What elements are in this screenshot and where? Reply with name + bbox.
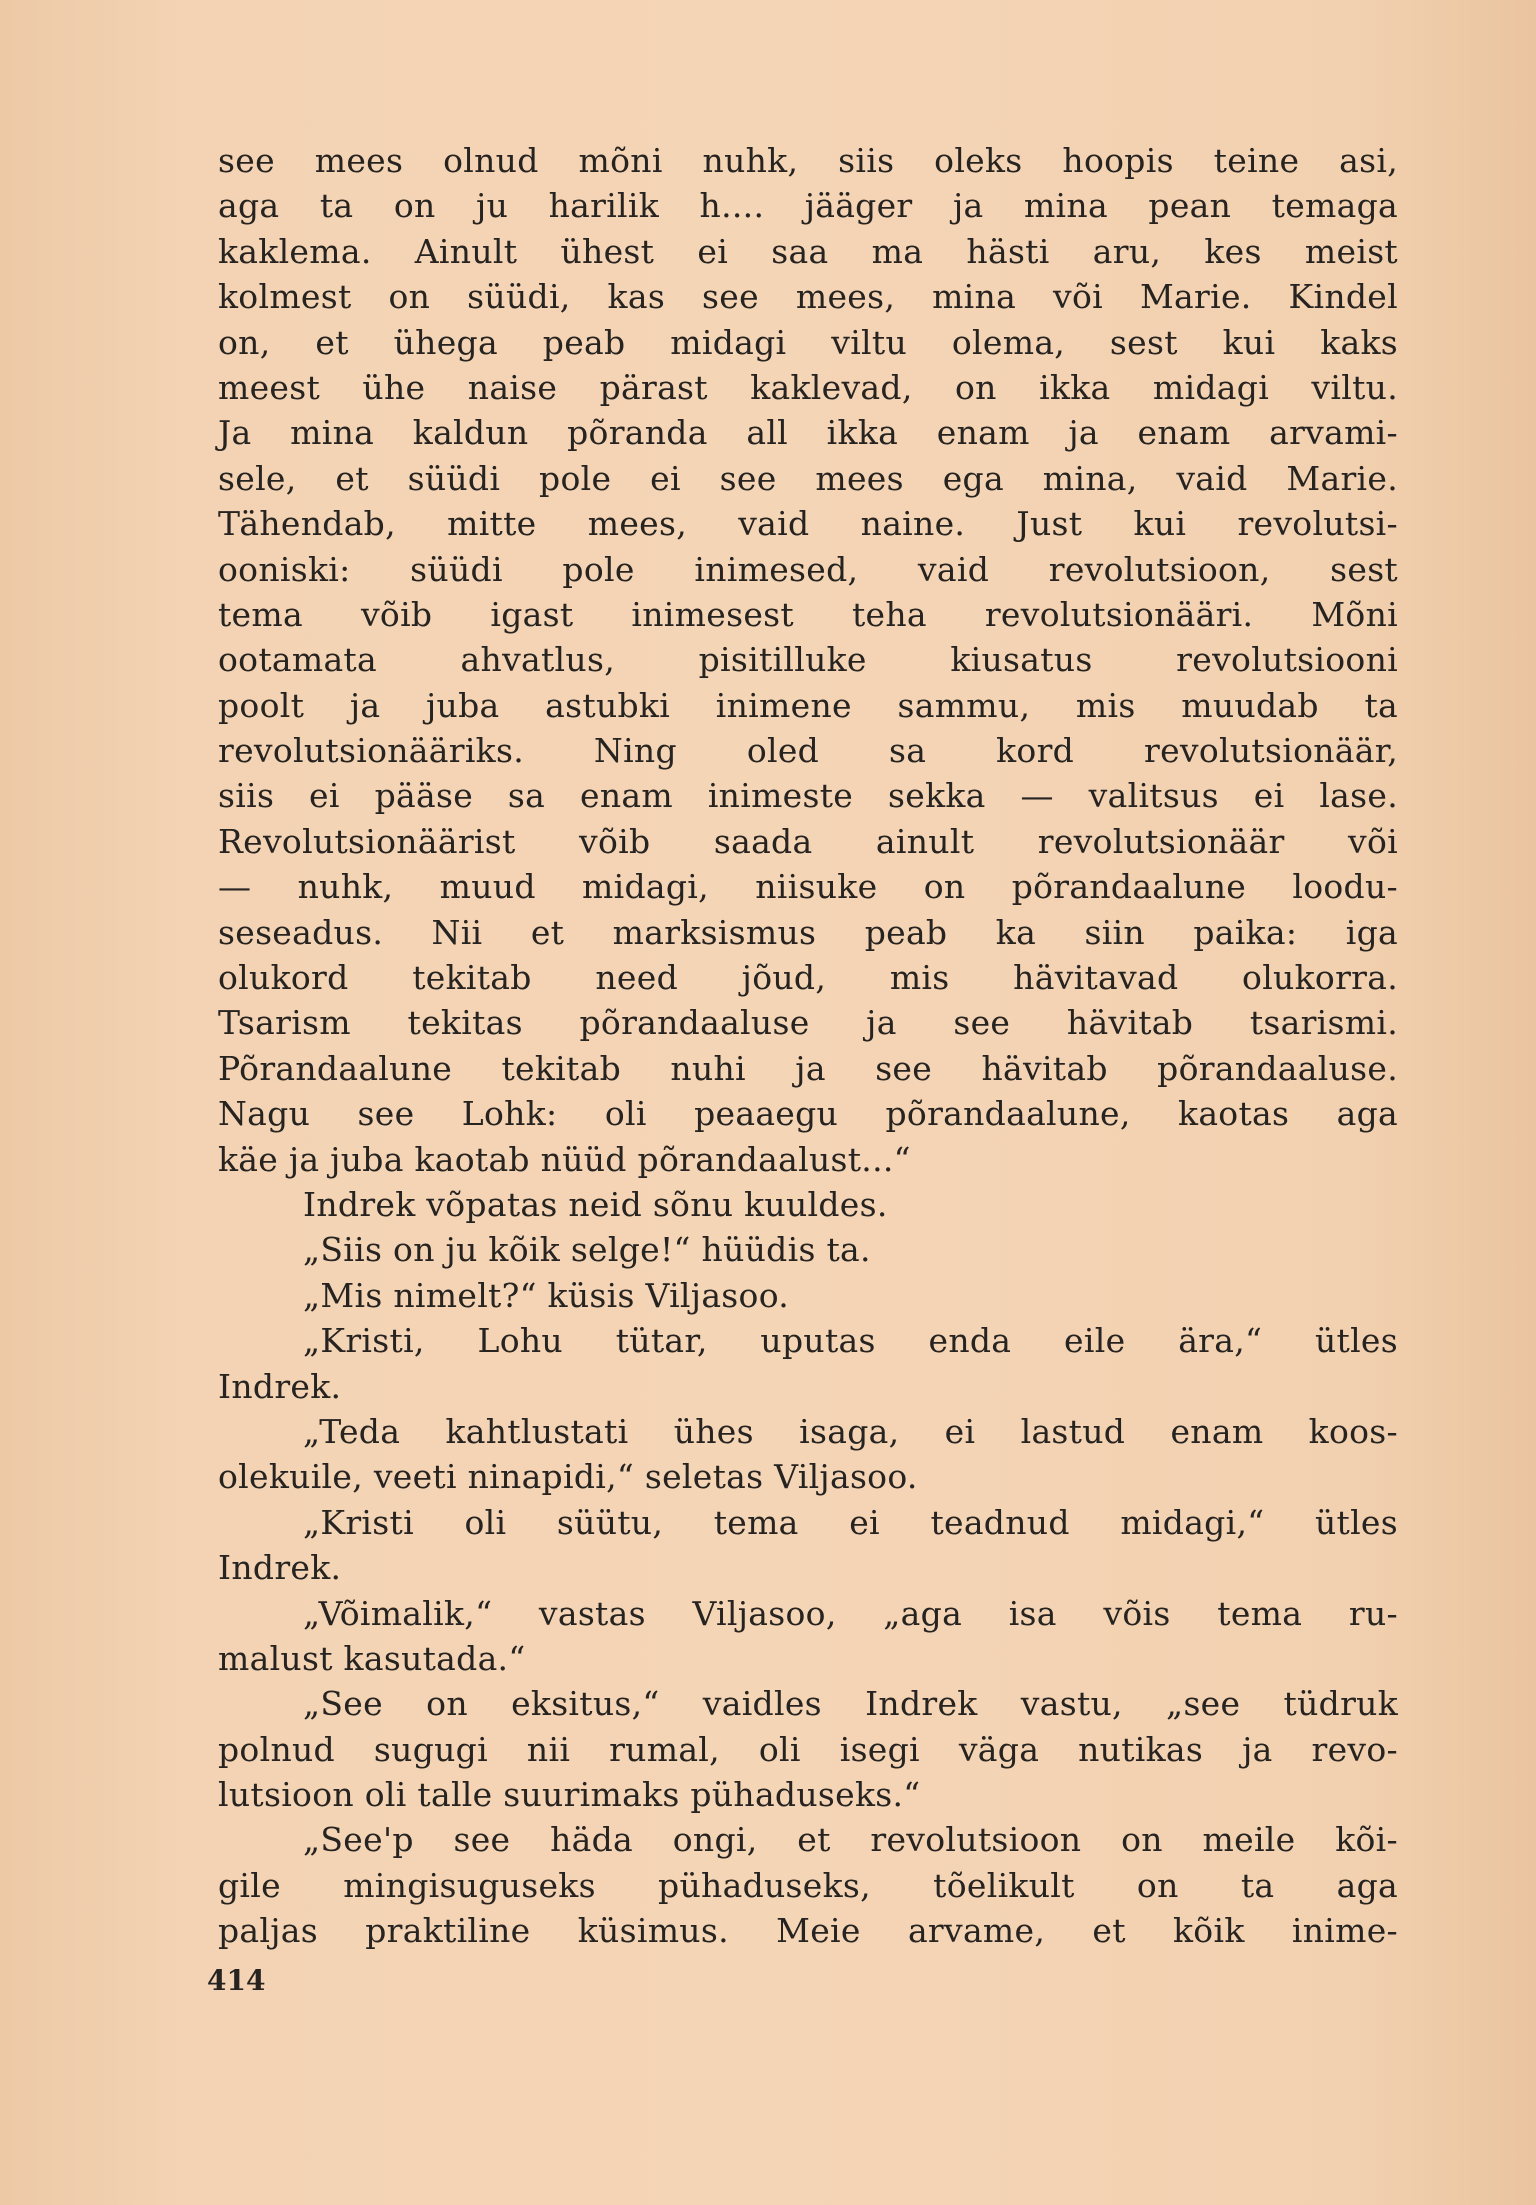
text-line: Nagu see Lohk: oli peaaegu põrandaalune, kaotas aga [218, 1094, 1398, 1134]
text-line: olukord tekitab need jõud, mis hävitavad olukorra. [218, 958, 1398, 998]
text-line: „See on eksitus,“ vaidles Indrek vastu, „see tüdruk [303, 1684, 1398, 1724]
text-line: „Mis nimelt?“ küsis Viljasoo. [303, 1275, 790, 1315]
text-line: siis ei pääse sa enam inimeste sekka — valitsus ei lase. [218, 776, 1398, 816]
text-line: paljas praktiline küsimus. Meie arvame, et kõik inime- [218, 1911, 1398, 1951]
text-line: Ja mina kaldun põranda all ikka enam ja enam arvami- [218, 413, 1398, 453]
text-line: kolmest on süüdi, kas see mees, mina või Marie. Kindel [218, 277, 1398, 317]
text-line: lutsioon oli talle suurimaks pühaduseks.“ [218, 1775, 921, 1815]
text-line: „Kristi oli süütu, tema ei teadnud midagi,“ ütles [303, 1502, 1398, 1542]
text-line: aga ta on ju harilik h.... jääger ja mina pean temaga [218, 186, 1398, 226]
text-line: „Teda kahtlustati ühes isaga, ei lastud enam koos- [303, 1411, 1398, 1451]
page-number: 414 [207, 1964, 266, 1997]
text-line: „See'p see häda ongi, et revolutsioon on meile kõi- [303, 1820, 1398, 1860]
text-line: see mees olnud mõni nuhk, siis oleks hoopis teine asi, [218, 141, 1398, 180]
text-line: Indrek. [218, 1548, 342, 1588]
text-line: ooniski: süüdi pole inimesed, vaid revolutsioon, sest [218, 549, 1398, 589]
body-text [218, 138, 1398, 1954]
text-line: meest ühe naise pärast kaklevad, on ikka midagi viltu. [218, 367, 1398, 407]
text-line: Indrek võpatas neid sõnu kuuldes. [303, 1184, 888, 1224]
text-line: revolutsionääriks. Ning oled sa kord revolutsionäär, [218, 731, 1398, 771]
text-line: on, et ühega peab midagi viltu olema, sest kui kaks [218, 322, 1398, 362]
text-line: kaklema. Ainult ühest ei saa ma hästi aru, kes meist [218, 231, 1398, 271]
text-line: Tsarism tekitas põrandaaluse ja see hävitab tsarismi. [218, 1003, 1398, 1043]
text-line: gile mingisuguseks pühaduseks, tõelikult on ta aga [218, 1865, 1398, 1905]
text-line: Põrandaalune tekitab nuhi ja see hävitab põrandaaluse. [218, 1048, 1398, 1088]
text-line: polnud sugugi nii rumal, oli isegi väga nutikas ja revo- [218, 1729, 1398, 1769]
text-line: seseadus. Nii et marksismus peab ka siin paika: iga [218, 912, 1398, 952]
text-line: „Kristi, Lohu tütar, uputas enda eile ära,“ ütles [303, 1321, 1398, 1361]
text-line: Indrek. [218, 1366, 342, 1406]
text-line: käe ja juba kaotab nüüd põrandaalust...“ [218, 1139, 911, 1179]
text-line: Tähendab, mitte mees, vaid naine. Just kui revolutsi- [218, 504, 1398, 544]
text-line: tema võib igast inimesest teha revolutsionääri. Mõni [218, 594, 1398, 634]
text-line: „Siis on ju kõik selge!“ hüüdis ta. [303, 1230, 871, 1270]
text-line: „Võimalik,“ vastas Viljasoo, „aga isa võis tema ru- [303, 1593, 1398, 1633]
text-line: olekuile, veeti ninapidi,“ seletas Viljasoo. [218, 1457, 918, 1497]
text-line: Revolutsionäärist võib saada ainult revolutsionäär või [218, 821, 1398, 861]
text-line: poolt ja juba astubki inimene sammu, mis muudab ta [218, 685, 1398, 725]
text-line: malust kasutada.“ [218, 1638, 526, 1678]
text-line: ootamata ahvatlus, pisitilluke kiusatus revolutsiooni [218, 640, 1398, 680]
text-line: — nuhk, muud midagi, niisuke on põrandaalune loodu- [218, 867, 1398, 907]
text-line: sele, et süüdi pole ei see mees ega mina, vaid Marie. [218, 458, 1398, 498]
